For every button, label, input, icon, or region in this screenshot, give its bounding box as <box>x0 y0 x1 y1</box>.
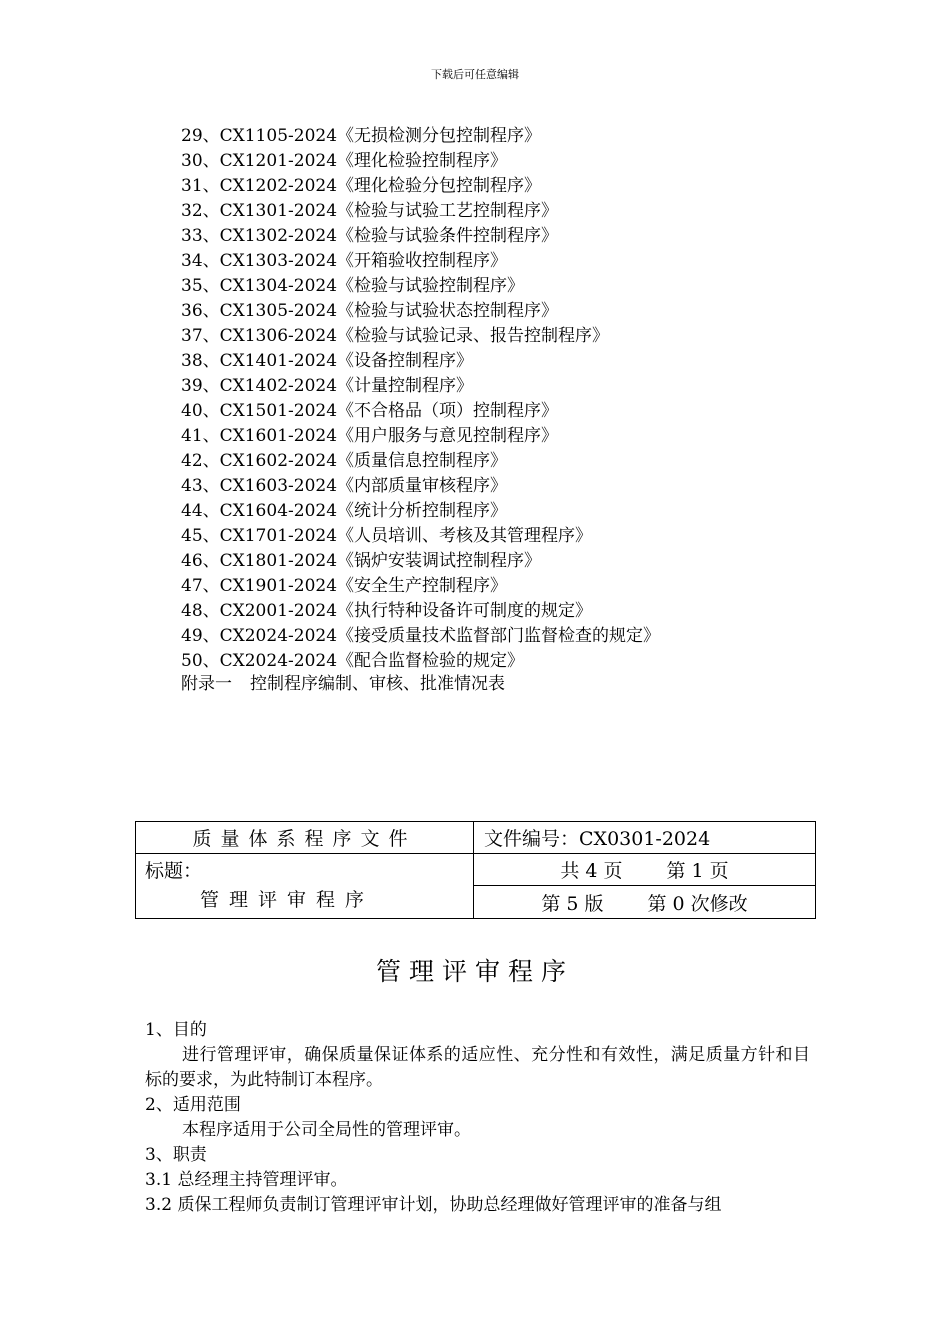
paragraph: 进行管理评审，确保质量保证体系的适应性、充分性和有效性，满足质量方针和目标的要求，为此特制订本程序。 <box>145 1045 810 1090</box>
document-body <box>145 1018 810 1218</box>
list-item: 30、CX1201-2024《理化检验控制程序》 <box>181 151 508 171</box>
list-item: 29、CX1105-2024《无损检测分包控制程序》 <box>181 126 542 146</box>
download-note: 下载后可任意编辑 <box>431 68 519 81</box>
section-heading: 2、适用范围 <box>145 1095 241 1115</box>
list-item: 49、CX2024-2024《接受质量技术监督部门监督检查的规定》 <box>181 626 661 646</box>
version-info <box>474 886 816 919</box>
list-item: 45、CX1701-2024《人员培训、考核及其管理程序》 <box>181 526 593 546</box>
list-item: 34、CX1303-2024《开箱验收控制程序》 <box>181 251 508 271</box>
list-item: 41、CX1601-2024《用户服务与意见控制程序》 <box>181 426 559 446</box>
total-pages: 共 4 页 <box>560 860 623 882</box>
list-item: 37、CX1306-2024《检验与试验记录、报告控制程序》 <box>181 326 610 346</box>
appendix-line <box>181 672 505 697</box>
revision: 第 0 次修改 <box>647 892 748 915</box>
list-item: 42、CX1602-2024《质量信息控制程序》 <box>181 451 508 471</box>
appendix-label: 附录一 <box>181 674 232 694</box>
paragraph: 本程序适用于公司全局性的管理评审。 <box>182 1120 471 1140</box>
list-item: 38、CX1401-2024《设备控制程序》 <box>181 351 474 371</box>
doc-category: 质量体系程序文件 <box>136 822 474 854</box>
title-label: 标题： <box>145 860 203 882</box>
doc-title-cell <box>136 854 474 919</box>
list-item: 46、CX1801-2024《锅炉安装调试控制程序》 <box>181 551 542 571</box>
page-info <box>474 854 816 886</box>
list-item: 50、CX2024-2024《配合监督检验的规定》 <box>181 651 525 671</box>
doc-number: 文件编号：CX0301-2024 <box>474 822 816 854</box>
page-title: 管理评审程序 <box>375 957 574 986</box>
page-number: 第 1 页 <box>666 860 729 882</box>
document-control-table <box>135 821 816 919</box>
list-item: 35、CX1304-2024《检验与试验控制程序》 <box>181 276 525 296</box>
list-item: 47、CX1901-2024《安全生产控制程序》 <box>181 576 508 596</box>
list-item: 48、CX2001-2024《执行特种设备许可制度的规定》 <box>181 601 593 621</box>
section-heading: 3、职责 <box>145 1145 207 1165</box>
edition: 第 5 版 <box>541 892 604 915</box>
title-value: 管理评审程序 <box>200 889 375 911</box>
section-heading: 1、目的 <box>145 1020 207 1040</box>
list-item: 36、CX1305-2024《检验与试验状态控制程序》 <box>181 301 559 321</box>
list-item: 31、CX1202-2024《理化检验分包控制程序》 <box>181 176 542 196</box>
list-item: 43、CX1603-2024《内部质量审核程序》 <box>181 476 508 496</box>
list-item: 33、CX1302-2024《检验与试验条件控制程序》 <box>181 226 559 246</box>
appendix-title: 控制程序编制、审核、批准情况表 <box>250 674 505 694</box>
list-item: 32、CX1301-2024《检验与试验工艺控制程序》 <box>181 201 559 221</box>
list-item: 40、CX1501-2024《不合格品（项）控制程序》 <box>181 401 559 421</box>
procedure-list <box>181 124 660 674</box>
clause: 3.1 总经理主持管理评审。 <box>145 1170 348 1190</box>
list-item: 44、CX1604-2024《统计分析控制程序》 <box>181 501 508 521</box>
clause: 3.2 质保工程师负责制订管理评审计划，协助总经理做好管理评审的准备与组 <box>145 1195 722 1215</box>
list-item: 39、CX1402-2024《计量控制程序》 <box>181 376 474 396</box>
